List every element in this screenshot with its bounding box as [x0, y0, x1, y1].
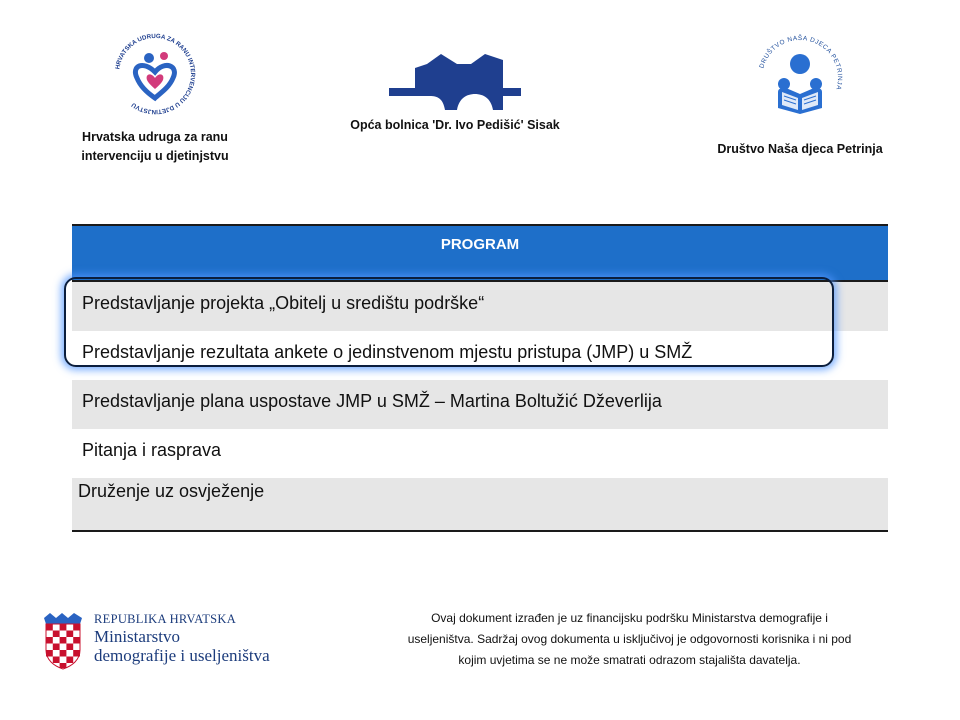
hurid-emblem-icon: [109, 28, 201, 120]
hurid-caption: [70, 128, 240, 166]
logo-nasa-djeca: [705, 30, 895, 156]
program-item-5: Druženje uz osvježenje: [72, 478, 888, 530]
hurid-caption-line1: Hrvatska udruga za ranu: [82, 130, 228, 144]
logo-hospital-sisak: [330, 50, 580, 132]
ministry-line1: REPUBLIKA HRVATSKA: [94, 612, 237, 626]
ministry-line2: Ministarstvo: [94, 627, 180, 646]
hurid-caption-line2: intervenciju u djetinjstvu: [81, 149, 229, 163]
nasa-djeca-emblem-icon: [752, 30, 848, 126]
logo-hurid: [70, 28, 240, 166]
program-item-3: Predstavljanje plana uspostave JMP u SMŽ – Martina Boltužić Dževerlija: [72, 380, 888, 429]
disclaimer-line1: Ovaj dokument izrađen je uz financijsku podršku Ministarstva demografije i: [431, 611, 828, 625]
program-table: [72, 224, 888, 532]
program-item-2: Predstavljanje rezultata ankete o jedinstvenom mjestu pristupa (JMP) u SMŽ: [82, 342, 693, 362]
nasa-djeca-ring-text: DRUŠTVO NAŠA DJECA PETRINJA: [758, 34, 844, 91]
hospital-bridge-icon: [375, 50, 535, 116]
ministry-line3: demografije i useljeništva: [94, 646, 270, 665]
ministry-logo: [42, 610, 332, 672]
nasa-djeca-caption: Društvo Naša djeca Petrinja: [717, 142, 883, 156]
funding-disclaimer: [342, 608, 917, 671]
hurid-ring-text: HRVATSKA UDRUGA ZA RANU INTERVENCIJU U DJETINJSTVU: [114, 32, 197, 116]
program-header: PROGRAM: [72, 226, 888, 282]
croatian-coat-of-arms-icon: [42, 612, 84, 670]
ministry-name: [94, 627, 270, 665]
hospital-caption: Opća bolnica 'Dr. Ivo Pedišić' Sisak: [350, 118, 560, 132]
disclaimer-line3: kojim uvjetima se ne može smatrati odrazom stajališta davatelja.: [458, 653, 801, 667]
disclaimer-line2: useljeništva. Sadržaj ovog dokumenta u isključivoj je odgovornosti korisnika i ni pod: [407, 632, 852, 646]
program-item-4: Pitanja i rasprava: [82, 440, 222, 460]
program-item-1: Predstavljanje projekta „Obitelj u središtu podrške“: [72, 282, 888, 331]
